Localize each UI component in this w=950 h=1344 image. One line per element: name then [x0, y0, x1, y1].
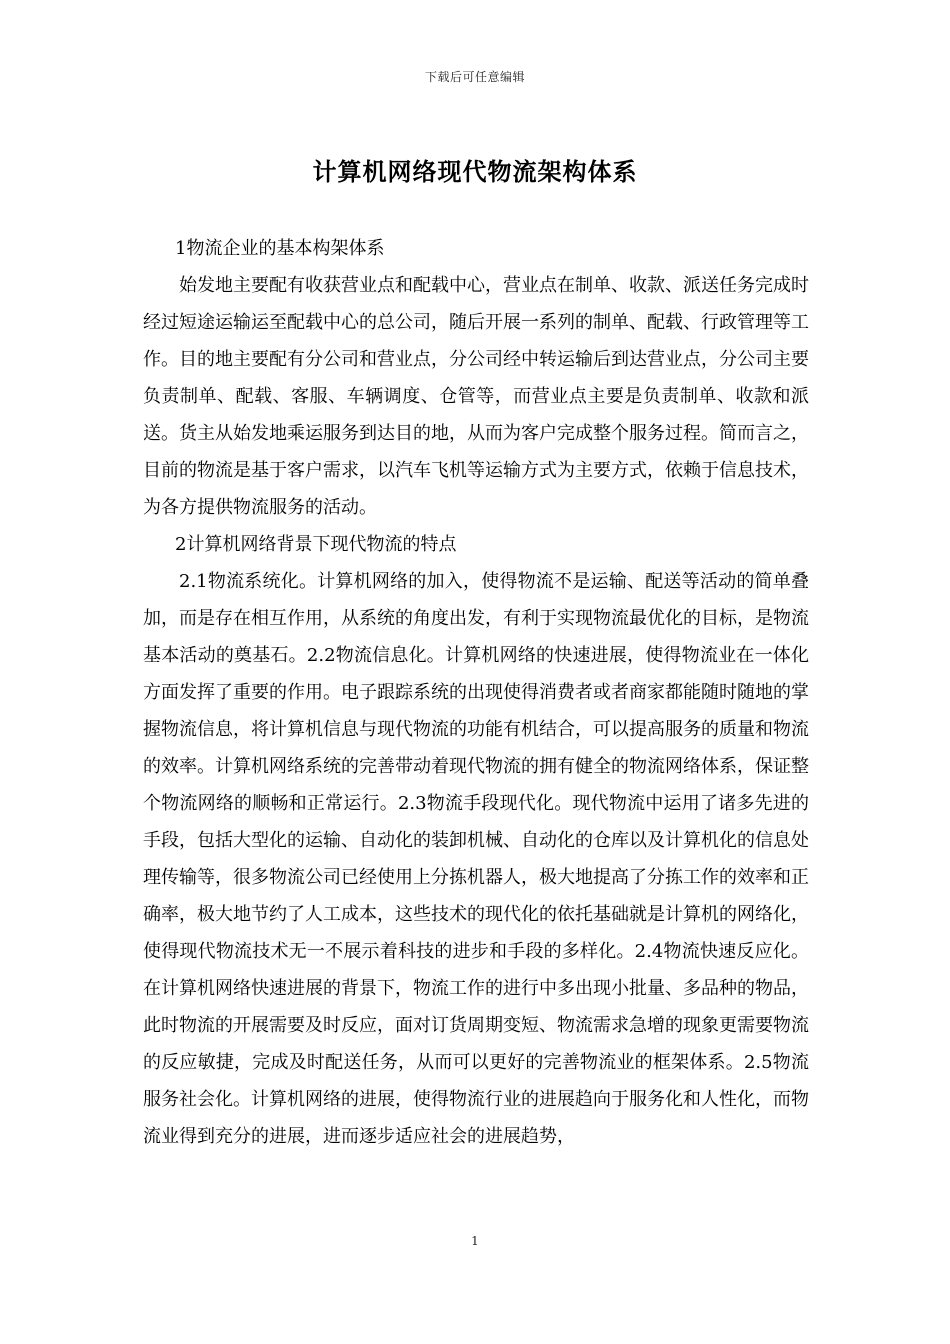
section-heading-1: 1物流企业的基本构架体系: [175, 238, 385, 259]
page-number: 1: [471, 1234, 479, 1248]
document-title: 计算机网络现代物流架构体系: [312, 158, 638, 186]
section-heading-2: 2计算机网络背景下现代物流的特点: [175, 534, 457, 555]
paragraph-2: 2.1物流系统化。计算机网络的加入，使得物流不是运输、配送等活动的简单叠加，而是存在相互作用，从系统的角度出发，有利于实现物流最优化的目标，是物流基本活动的奠基石。2.2物流信息化。计算机网络的快速进展，使得物流业在一体化方面发挥了重要的作用。电子跟踪系统的出现使得消费者或者商家都能随时随地的掌握物流信息，将计算机信息与现代物流的功能有机结合，可以提高服务的质量和物流的效率。计算机网络系统的完善带动着现代物流的拥有健全的物流网络体系，保证整个物流网络的顺畅和正常运行。2.3物流手段现代化。现代物流中运用了诸多先进的手段，包括大型化的运输、自动化的装卸机械、自动化的仓库以及计算机化的信息处理传输等，很多物流公司已经使用上分拣机器人，极大地提高了分拣工作的效率和正确率，极大地节约了人工成本，这些技术的现代化的依托基础就是计算机的网络化，使得现代物流技术无一不展示着科技的进步和手段的多样化。2.4物流快速反应化。在计算机网络快速进展的背景下，物流工作的进行中多出现小批量、多品种的物品，此时物流的开展需要及时反应，面对订货周期变短、物流需求急增的现象更需要物流的反应敏捷，完成及时配送任务，从而可以更好的完善物流业的框架体系。2.5物流服务社会化。计算机网络的进展，使得物流行业的进展趋向于服务化和人性化，而物流业得到充分的进展，进而逐步适应社会的进展趋势，: [143, 571, 809, 1147]
paragraph-1: 始发地主要配有收获营业点和配载中心，营业点在制单、收款、派送任务完成时经过短途运输运至配载中心的总公司，随后开展一系列的制单、配载、行政管理等工作。目的地主要配有分公司和营业点，分公司经中转运输后到达营业点，分公司主要负责制单、配载、客服、车辆调度、仓管等，而营业点主要是负责制单、收款和派送。货主从始发地乘运服务到达目的地，从而为客户完成整个服务过程。简而言之，目前的物流是基于客户需求，以汽车飞机等运输方式为主要方式，依赖于信息技术，为各方提供物流服务的活动。: [143, 275, 809, 518]
page-header: 下载后可任意编辑: [424, 70, 525, 84]
document-body: [143, 230, 809, 1155]
